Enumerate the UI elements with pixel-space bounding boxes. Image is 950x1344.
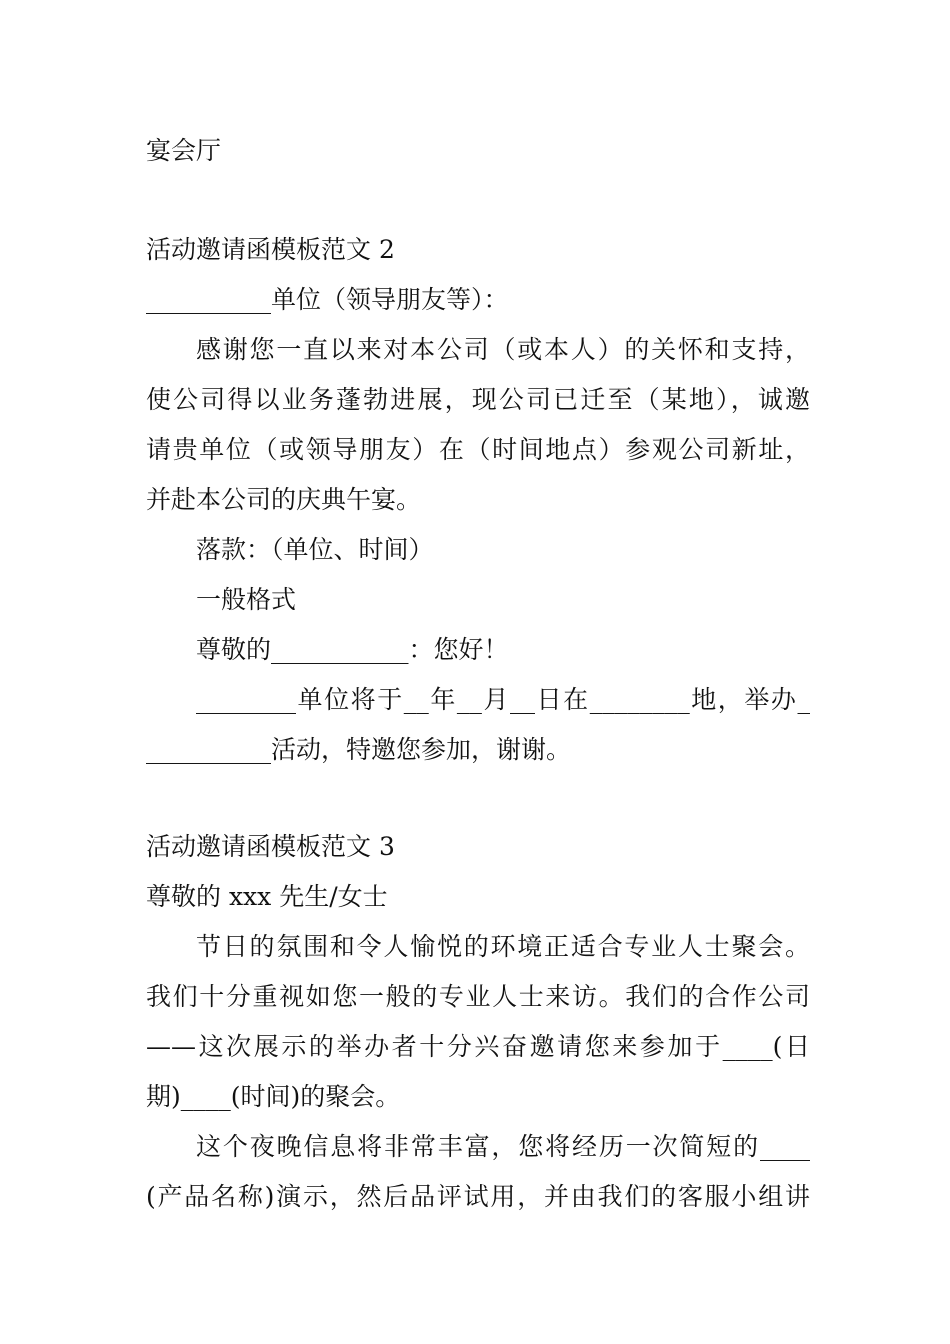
paragraph-line: 请贵单位（或领导朋友）在（时间地点）参观公司新址， — [146, 435, 810, 464]
section-heading-template-3: 活动邀请函模板范文 3 — [146, 832, 395, 861]
paragraph-line: 我们十分重视如您一般的专业人士来访。我们的合作公司 — [146, 982, 810, 1011]
section-heading-template-2: 活动邀请函模板范文 2 — [146, 235, 395, 264]
salutation-line: 尊敬的 xxx 先生/女士 — [146, 882, 388, 911]
greeting-line: 尊敬的___________：您好！ — [196, 635, 509, 664]
signature-line: 落款：（单位、时间） — [196, 535, 434, 564]
paragraph-line: 感谢您一直以来对本公司（或本人）的关怀和支持， — [196, 335, 810, 364]
format-heading: 一般格式 — [196, 585, 297, 614]
paragraph-line: 并赴本公司的庆典午宴。 — [146, 485, 422, 514]
paragraph-line: 使公司得以业务蓬勃进展，现公司已迁至（某地），诚邀 — [146, 385, 810, 414]
paragraph-line: 这个夜晚信息将非常丰富，您将经历一次简短的____ — [196, 1132, 810, 1161]
text-line-banquet-hall: 宴会厅 — [146, 136, 222, 165]
paragraph-line: 节日的氛围和令人愉悦的环境正适合专业人士聚会。 — [196, 932, 810, 961]
paragraph-line: ________单位将于__年__月__日在________地，举办_ — [196, 685, 810, 714]
paragraph-line: __________活动，特邀您参加，谢谢。 — [146, 735, 572, 764]
paragraph-line: ——这次展示的举办者十分兴奋邀请您来参加于____(日 — [146, 1032, 810, 1061]
salutation-line: __________单位（领导朋友等）： — [146, 285, 509, 314]
paragraph-line: 期)____(时间)的聚会。 — [146, 1082, 401, 1111]
paragraph-line: (产品名称)演示，然后品评试用，并由我们的客服小组讲 — [146, 1182, 810, 1211]
